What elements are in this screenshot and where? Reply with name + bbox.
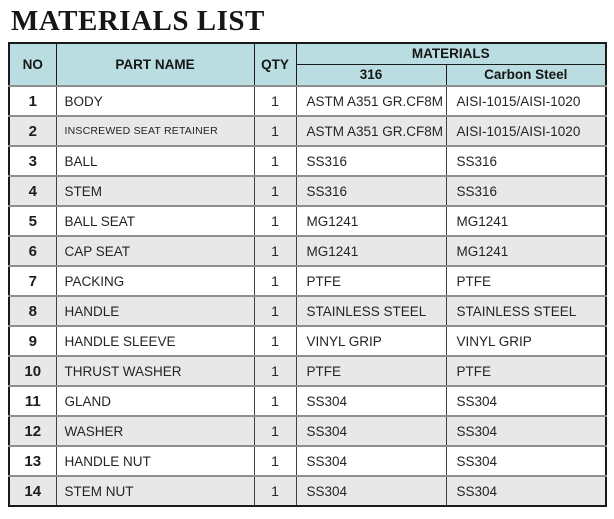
table-row — [9, 236, 606, 266]
cell-material-316: VINYL GRIP — [296, 326, 446, 356]
table-row — [9, 446, 606, 476]
col-header-qty: QTY — [254, 43, 296, 86]
cell-no: 7 — [9, 266, 56, 296]
cell-no: 10 — [9, 356, 56, 386]
table-row — [9, 176, 606, 206]
cell-material-carbon-steel: STAINLESS STEEL — [446, 296, 606, 326]
col-header-carbon-steel: Carbon Steel — [446, 64, 606, 86]
table-row — [9, 386, 606, 416]
cell-material-carbon-steel: VINYL GRIP — [446, 326, 606, 356]
cell-qty: 1 — [254, 416, 296, 446]
cell-part-name: HANDLE — [56, 296, 254, 326]
cell-qty: 1 — [254, 176, 296, 206]
cell-material-316: ASTM A351 GR.CF8M — [296, 86, 446, 116]
table-row — [9, 86, 606, 116]
table-row — [9, 326, 606, 356]
cell-material-316: SS304 — [296, 446, 446, 476]
cell-no: 4 — [9, 176, 56, 206]
cell-qty: 1 — [254, 356, 296, 386]
cell-material-316: MG1241 — [296, 206, 446, 236]
cell-material-316: SS304 — [296, 476, 446, 506]
materials-table — [8, 42, 607, 507]
cell-material-carbon-steel: PTFE — [446, 266, 606, 296]
cell-material-316: PTFE — [296, 356, 446, 386]
cell-material-316: SS304 — [296, 416, 446, 446]
cell-material-carbon-steel: MG1241 — [446, 206, 606, 236]
cell-material-carbon-steel: AISI-1015/AISI-1020 — [446, 86, 606, 116]
cell-part-name: THRUST WASHER — [56, 356, 254, 386]
cell-material-316: STAINLESS STEEL — [296, 296, 446, 326]
table-row — [9, 356, 606, 386]
cell-material-316: MG1241 — [296, 236, 446, 266]
cell-qty: 1 — [254, 116, 296, 146]
table-row — [9, 146, 606, 176]
cell-material-316: SS304 — [296, 386, 446, 416]
cell-material-carbon-steel: SS304 — [446, 476, 606, 506]
cell-no: 6 — [9, 236, 56, 266]
cell-material-carbon-steel: SS304 — [446, 416, 606, 446]
table-row — [9, 416, 606, 446]
cell-material-316: SS316 — [296, 176, 446, 206]
cell-no: 14 — [9, 476, 56, 506]
cell-material-carbon-steel: MG1241 — [446, 236, 606, 266]
cell-qty: 1 — [254, 446, 296, 476]
cell-part-name: STEM NUT — [56, 476, 254, 506]
cell-material-carbon-steel: SS304 — [446, 446, 606, 476]
cell-qty: 1 — [254, 236, 296, 266]
cell-material-316: PTFE — [296, 266, 446, 296]
cell-no: 12 — [9, 416, 56, 446]
cell-no: 3 — [9, 146, 56, 176]
cell-part-name: INSCREWED SEAT RETAINER — [56, 116, 254, 146]
cell-part-name: BALL SEAT — [56, 206, 254, 236]
cell-no: 8 — [9, 296, 56, 326]
cell-qty: 1 — [254, 146, 296, 176]
cell-part-name: WASHER — [56, 416, 254, 446]
cell-part-name: CAP SEAT — [56, 236, 254, 266]
cell-material-316: ASTM A351 GR.CF8M — [296, 116, 446, 146]
cell-part-name: BODY — [56, 86, 254, 116]
cell-no: 2 — [9, 116, 56, 146]
cell-part-name: HANDLE NUT — [56, 446, 254, 476]
cell-material-carbon-steel: SS316 — [446, 176, 606, 206]
cell-material-carbon-steel: SS316 — [446, 146, 606, 176]
cell-no: 5 — [9, 206, 56, 236]
cell-no: 9 — [9, 326, 56, 356]
col-header-part-name: PART NAME — [56, 43, 254, 86]
cell-part-name: BALL — [56, 146, 254, 176]
cell-part-name: STEM — [56, 176, 254, 206]
cell-no: 1 — [9, 86, 56, 116]
cell-qty: 1 — [254, 386, 296, 416]
cell-material-carbon-steel: PTFE — [446, 356, 606, 386]
table-header — [9, 43, 606, 86]
col-header-316: 316 — [296, 64, 446, 86]
page-title: MATERIALS LIST — [11, 5, 265, 37]
cell-no: 13 — [9, 446, 56, 476]
cell-part-name: PACKING — [56, 266, 254, 296]
col-header-materials: MATERIALS — [296, 43, 606, 64]
cell-part-name: HANDLE SLEEVE — [56, 326, 254, 356]
cell-part-name: GLAND — [56, 386, 254, 416]
table-row — [9, 206, 606, 236]
cell-qty: 1 — [254, 476, 296, 506]
cell-qty: 1 — [254, 206, 296, 236]
cell-qty: 1 — [254, 326, 296, 356]
col-header-no: NO — [9, 43, 56, 86]
table-row — [9, 266, 606, 296]
table-body — [9, 86, 606, 506]
cell-qty: 1 — [254, 296, 296, 326]
table-row — [9, 476, 606, 506]
table-row — [9, 116, 606, 146]
table-row — [9, 296, 606, 326]
cell-qty: 1 — [254, 86, 296, 116]
cell-no: 11 — [9, 386, 56, 416]
cell-material-carbon-steel: AISI-1015/AISI-1020 — [446, 116, 606, 146]
cell-material-carbon-steel: SS304 — [446, 386, 606, 416]
cell-material-316: SS316 — [296, 146, 446, 176]
cell-qty: 1 — [254, 266, 296, 296]
